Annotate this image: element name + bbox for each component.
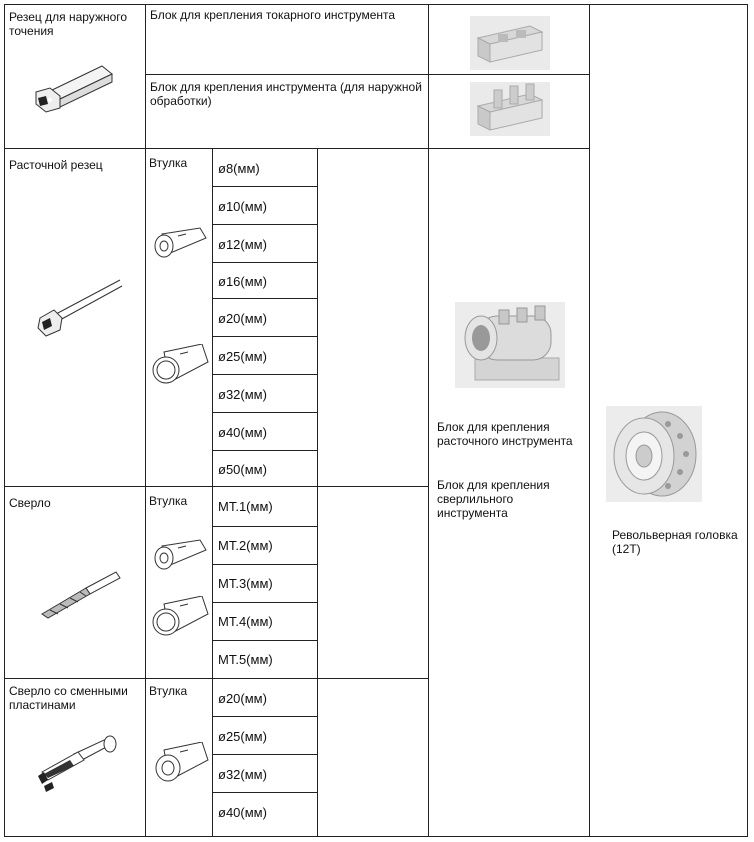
table-border-right <box>747 4 748 837</box>
row-divider-2 <box>4 486 428 487</box>
sleeve-label-boring: Втулка <box>149 156 188 170</box>
row-divider-3 <box>4 678 428 679</box>
col-divider-sizes-left <box>212 148 213 837</box>
col-divider-2 <box>428 4 429 837</box>
col-divider-3 <box>589 4 590 837</box>
outer-block-icon <box>470 82 550 136</box>
col-divider-1 <box>145 4 146 837</box>
size-cell: ø25(мм) <box>218 729 267 744</box>
tool-label-boring: Расточной резец <box>9 158 103 172</box>
size-cell: MT.4(мм) <box>218 614 273 629</box>
size-row-sep <box>212 336 318 337</box>
size-row-sep <box>212 450 318 451</box>
drill-icon <box>36 568 122 620</box>
boring-holder-label: Блок для крепления расточного инструмента <box>437 420 573 448</box>
tool-label-insert-drill: Сверло со сменными пластинами <box>9 684 128 712</box>
size-row-sep <box>212 298 318 299</box>
outer-turning-tool-icon <box>28 62 118 120</box>
table-border-bottom <box>4 836 748 837</box>
sleeve-large-icon <box>150 344 212 388</box>
block-label-turning: Блок для крепления токарного инструмента <box>150 8 396 22</box>
sleeve-large-icon <box>150 742 212 786</box>
size-row-sep <box>212 186 318 187</box>
tool-label-drill: Сверло <box>9 496 51 510</box>
boring-bar-icon <box>34 278 124 340</box>
row-divider-top-blocks <box>145 74 589 75</box>
size-row-sep <box>212 640 318 641</box>
block-label-outer: Блок для крепления инструмента (для наружной обработки) <box>150 80 422 108</box>
sleeve-label-insert-drill: Втулка <box>149 684 188 698</box>
size-cell: ø40(мм) <box>218 805 267 820</box>
size-cell: ø32(мм) <box>218 387 267 402</box>
size-cell: MT.3(мм) <box>218 576 273 591</box>
size-cell: ø10(мм) <box>218 199 267 214</box>
boring-holder-block-icon <box>455 302 565 388</box>
tool-label-outer-turning: Резец для наружного точения <box>9 10 128 38</box>
sleeve-small-icon <box>150 226 210 262</box>
size-row-sep <box>212 412 318 413</box>
size-cell: ø40(мм) <box>218 425 267 440</box>
size-cell: ø20(мм) <box>218 691 267 706</box>
turning-block-icon <box>470 16 550 70</box>
size-cell: ø16(мм) <box>218 274 267 289</box>
row-divider-1 <box>4 148 589 149</box>
sleeve-label-drill: Втулка <box>149 494 188 508</box>
size-row-sep <box>212 792 318 793</box>
size-cell: ø8(мм) <box>218 161 260 176</box>
sleeve-small-icon <box>150 538 210 574</box>
insert-drill-icon <box>34 732 124 796</box>
drilling-holder-label: Блок для крепления сверлильного инструмента <box>437 478 550 520</box>
size-cell: ø20(мм) <box>218 311 267 326</box>
size-cell: ø12(мм) <box>218 237 267 252</box>
size-cell: MT.1(мм) <box>218 499 273 514</box>
size-row-sep <box>212 716 318 717</box>
col-divider-sizes-right <box>317 148 318 837</box>
size-row-sep <box>212 526 318 527</box>
size-row-sep <box>212 262 318 263</box>
sleeve-large-icon <box>150 596 212 640</box>
size-cell: ø25(мм) <box>218 349 267 364</box>
size-cell: MT.2(мм) <box>218 538 273 553</box>
size-row-sep <box>212 224 318 225</box>
size-cell: ø50(мм) <box>218 462 267 477</box>
size-row-sep <box>212 602 318 603</box>
size-row-sep <box>212 754 318 755</box>
size-cell: MT.5(мм) <box>218 652 273 667</box>
turret-label: Револьверная головка (12T) <box>612 528 738 556</box>
turret-head-icon <box>606 406 702 502</box>
table-border-top <box>4 4 748 5</box>
size-row-sep <box>212 374 318 375</box>
size-cell: ø32(мм) <box>218 767 267 782</box>
table-border-left <box>4 4 5 837</box>
size-row-sep <box>212 564 318 565</box>
